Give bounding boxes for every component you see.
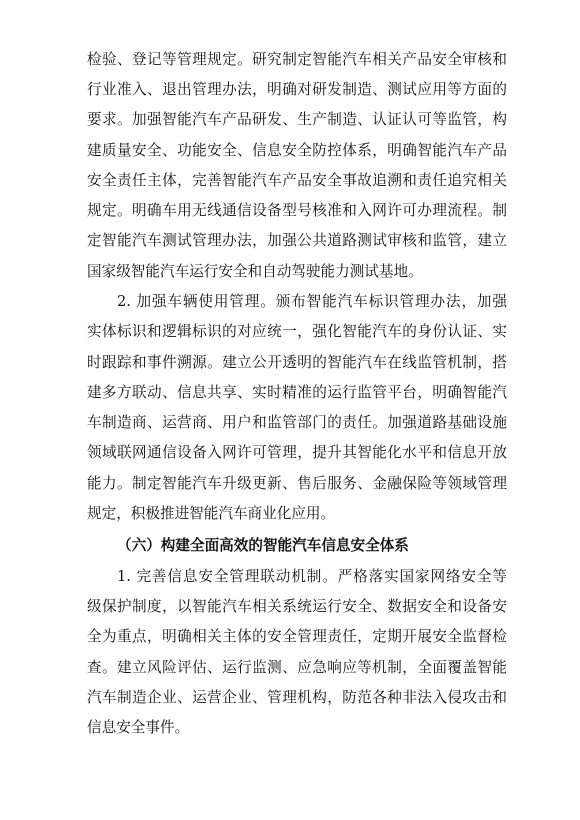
para2-line-2: 实体标识和逻辑标识的对应统一，强化智能汽车的身份认证、实: [87, 323, 507, 340]
para2-line-3: 时跟踪和事件溯源。建立公开透明的智能汽车在线监管机制，搭: [87, 354, 507, 371]
para1-line-2: 行业准入、退出管理办法，明确对研发制造、测试应用等方面的: [87, 81, 507, 98]
para1-line-4: 建质量安全、功能安全、信息安全防控体系，明确智能汽车产品: [87, 142, 507, 159]
para1-line-3: 要求。加强智能汽车产品研发、生产制造、认证认可等监管，构: [87, 111, 507, 128]
para1-line-5: 安全责任主体，完善智能汽车产品安全事故追溯和责任追究相关: [87, 172, 507, 189]
para2-line-4: 建多方联动、信息共享、实时精准的运行监管平台，明确智能汽: [87, 384, 507, 401]
para3-line-4: 查。建立风险评估、运行监测、应急响应等机制，全面覆盖智能: [87, 659, 507, 676]
para2-line-1: 2. 加强车辆使用管理。颁布智能汽车标识管理办法，加强: [117, 293, 507, 310]
para3-line-2: 级保护制度，以智能汽车相关系统运行安全、数据安全和设备安: [87, 598, 507, 615]
para1-line-6: 规定。明确车用无线通信设备型号核准和入网许可办理流程。制: [87, 202, 507, 219]
para1-line-8: 国家级智能汽车运行安全和自动驾驶能力测试基地。: [87, 263, 423, 280]
para2-line-5: 车制造商、运营商、用户和监管部门的责任。加强道路基础设施: [87, 414, 507, 431]
para1-line-1: 检验、登记等管理规定。研究制定智能汽车相关产品安全审核和: [87, 51, 507, 68]
para3-line-6: 信息安全事件。: [87, 719, 190, 736]
para2-line-8: 规定，积极推进智能汽车商业化应用。: [87, 505, 336, 522]
para3-line-5: 汽车制造企业、运营企业、管理机构，防范各种非法入侵攻击和: [87, 689, 507, 706]
section-heading: （六）构建全面高效的智能汽车信息安全体系: [117, 537, 409, 554]
para2-line-6: 领域联网通信设备入网许可管理，提升其智能化水平和信息开放: [87, 444, 507, 461]
para3-line-1: 1. 完善信息安全管理联动机制。严格落实国家网络安全等: [117, 568, 507, 585]
para1-line-7: 定智能汽车测试管理办法，加强公共道路测试审核和监管，建立: [87, 232, 507, 249]
para2-line-7: 能力。制定智能汽车升级更新、售后服务、金融保险等领域管理: [87, 475, 507, 492]
para3-line-3: 全为重点，明确相关主体的安全管理责任，定期开展安全监督检: [87, 628, 507, 645]
